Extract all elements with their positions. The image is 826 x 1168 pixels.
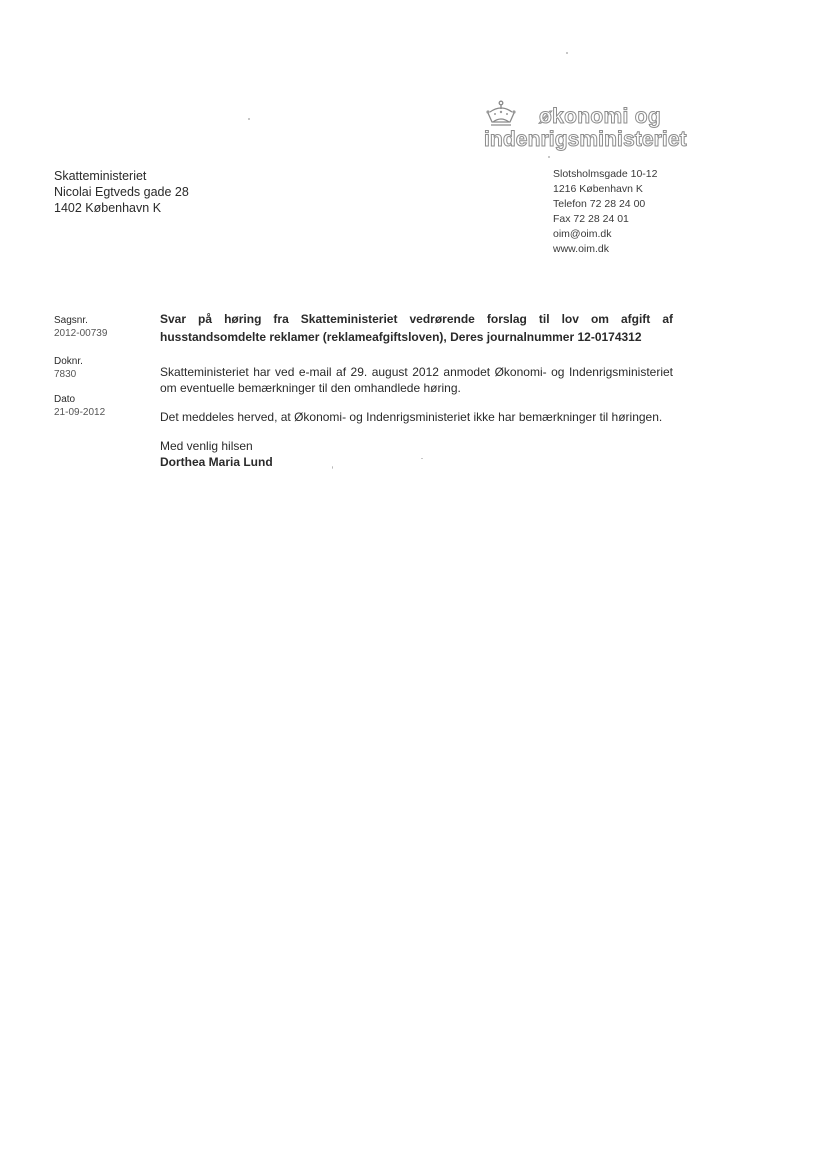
document-metadata: [54, 314, 144, 419]
scan-speck: [566, 52, 568, 54]
letter-paragraph-1: Skatteministeriet har ved e-mail af 29. august 2012 anmodet Økonomi- og Indenrigsministeriet om eventuelle bemærkninger til den omhandlede høring.: [160, 365, 673, 395]
recipient-name: Skatteministeriet: [54, 169, 147, 183]
scan-speck: [332, 466, 333, 469]
letter-paragraph-2: Det meddeles herved, at Økonomi- og Indenrigsministeriet ikke har bemærkninger til høringen.: [160, 410, 663, 424]
sender-fax: Fax 72 28 24 01: [553, 213, 629, 225]
date-value: 21-09-2012: [54, 407, 106, 418]
date-label: Dato: [54, 394, 76, 405]
letter-signature: Dorthea Maria Lund: [160, 455, 273, 469]
case-number-block: [54, 314, 144, 340]
logo-text-line2: indenrigsministeriet: [484, 128, 687, 151]
sender-phone: Telefon 72 28 24 00: [553, 198, 646, 210]
document-number-value: 7830: [54, 369, 77, 380]
scan-speck: [548, 156, 550, 158]
letter-subject: Svar på høring fra Skatteministeriet vedrørende forslag til lov om afgift af husstandsomdelte reklamer (reklameafgiftsloven), Deres journalnummer 12-0174312: [160, 312, 673, 344]
letter-closing: Med venlig hilsen: [160, 439, 253, 453]
scan-speck: [421, 458, 423, 459]
document-number-label: Doknr.: [54, 356, 83, 367]
ministry-logo: [482, 100, 687, 160]
danish-crown-icon: [484, 100, 518, 130]
sender-address: [553, 167, 657, 257]
date-block: [54, 393, 144, 419]
sender-street: Slotsholmsgade 10-12: [553, 168, 658, 180]
case-number-value: 2012-00739: [54, 328, 108, 339]
case-number-label: Sagsnr.: [54, 315, 88, 326]
sender-web: www.oim.dk: [553, 243, 610, 255]
sender-email: oim@oim.dk: [553, 228, 612, 240]
recipient-city: 1402 København K: [54, 201, 162, 215]
letter-body: [160, 310, 673, 470]
document-number-block: [54, 355, 144, 381]
logo-text-line1: økonomi og: [539, 105, 661, 128]
recipient-street: Nicolai Egtveds gade 28: [54, 185, 189, 199]
sender-city: 1216 København K: [553, 183, 643, 195]
recipient-address: [54, 168, 189, 216]
scan-speck: [248, 118, 250, 120]
